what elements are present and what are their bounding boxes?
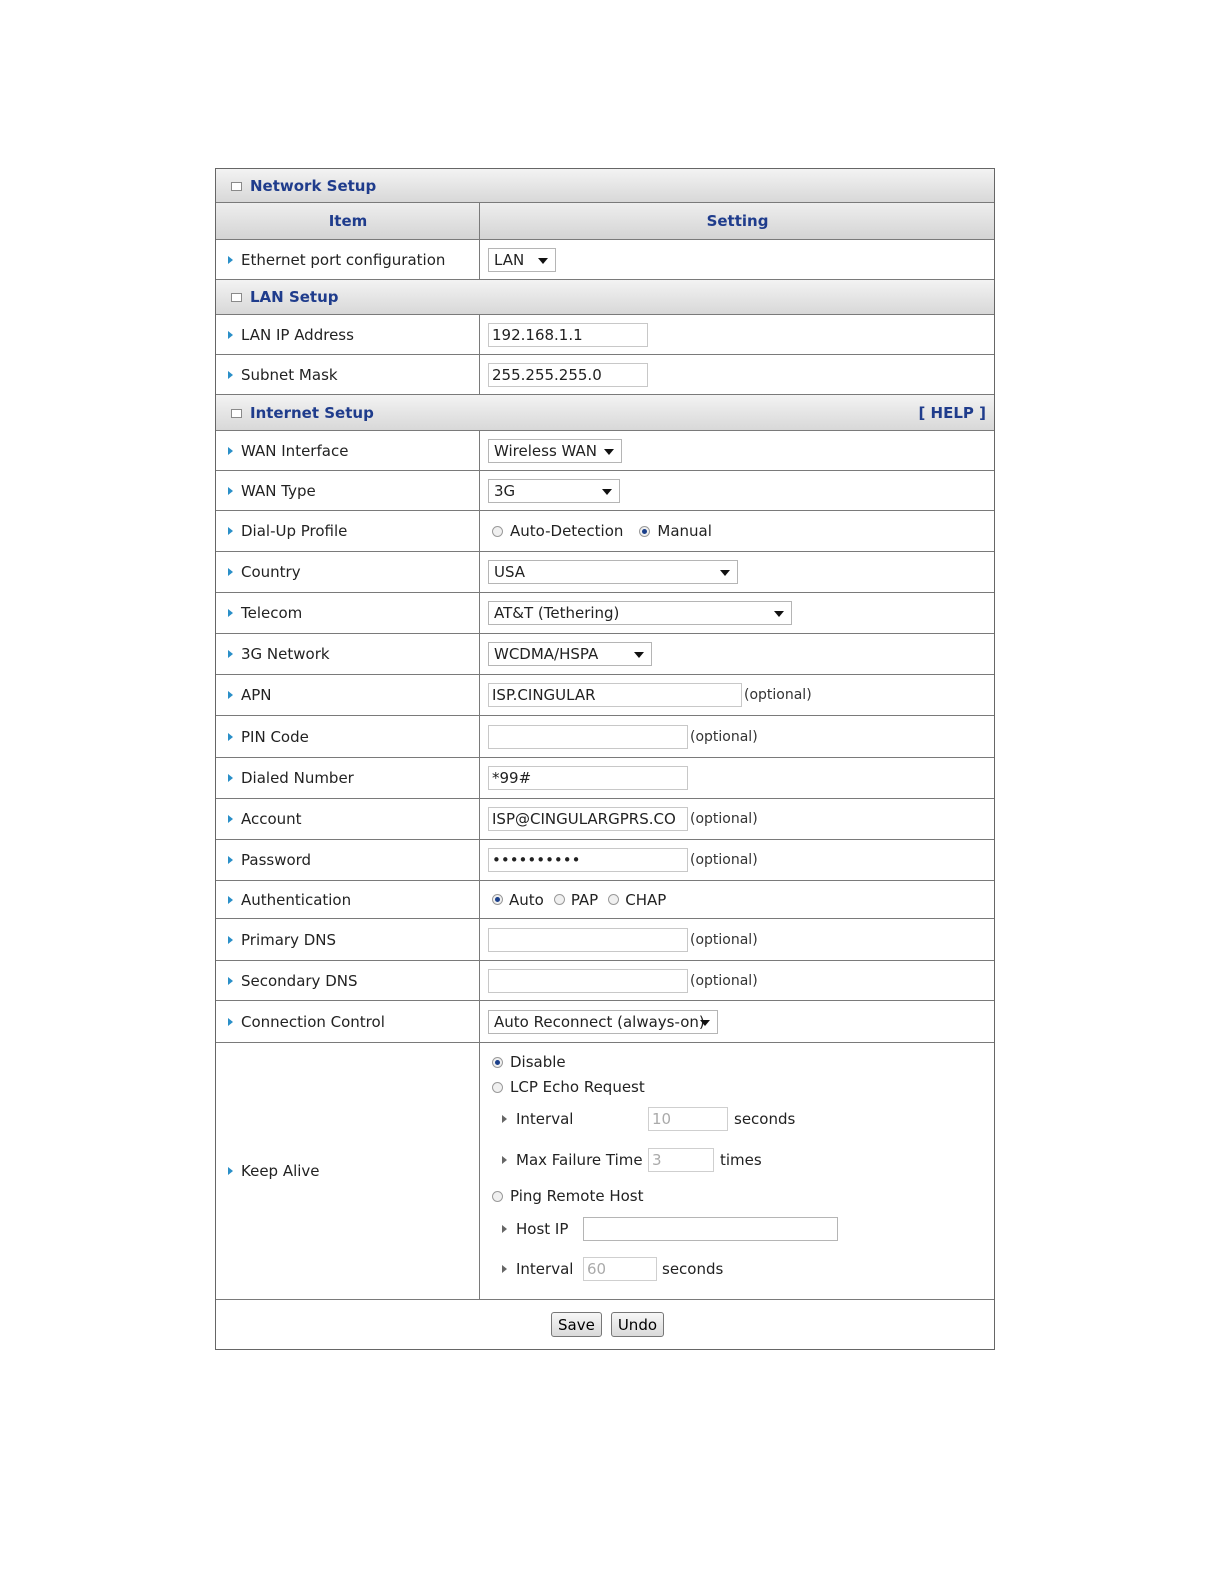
auth-pap-radio[interactable] [554, 894, 565, 905]
country-select[interactable]: USA [488, 560, 738, 584]
auth-chap-radio[interactable] [608, 894, 619, 905]
row-wan-interface [216, 431, 994, 471]
collapse-icon [231, 409, 242, 418]
row-label: Password [241, 851, 312, 869]
bullet-arrow-icon [228, 1018, 233, 1026]
section-network-setup [216, 169, 994, 203]
ethernet-port-select[interactable]: LAN [488, 248, 556, 272]
row-label: Subnet Mask [241, 365, 338, 384]
row-label: 3G Network [241, 645, 330, 663]
apn-input[interactable]: ISP.CINGULAR [488, 683, 742, 707]
dialup-manual-radio[interactable] [639, 526, 650, 537]
dialed-number-input[interactable]: *99# [488, 766, 688, 790]
bullet-arrow-icon [228, 691, 233, 699]
bullet-arrow-icon [228, 609, 233, 617]
bullet-arrow-icon [228, 371, 233, 379]
max-failure-input[interactable]: 3 [648, 1148, 714, 1172]
row-label: Ethernet port configuration [241, 250, 446, 269]
ping-interval-label: Interval [516, 1260, 574, 1278]
bullet-arrow-icon [228, 447, 233, 455]
dialup-auto-radio[interactable] [492, 526, 503, 537]
primary-dns-input[interactable] [488, 928, 688, 952]
radio-label: Disable [510, 1053, 566, 1071]
row-dialed-number [216, 758, 994, 799]
collapse-icon [231, 293, 242, 302]
wan-type-select[interactable]: 3G [488, 479, 620, 503]
section-title: Internet Setup [250, 403, 374, 422]
chevron-down-icon [602, 489, 612, 495]
keep-alive-disable-radio[interactable] [492, 1057, 503, 1068]
bullet-arrow-icon [228, 774, 233, 782]
chevron-down-icon [538, 258, 548, 264]
bullet-arrow-icon [228, 977, 233, 985]
row-ethernet-port [216, 240, 994, 280]
row-subnet-mask [216, 355, 994, 395]
section-internet-setup [216, 395, 994, 431]
row-label: Primary DNS [241, 930, 337, 949]
row-wan-type [216, 471, 994, 511]
bullet-arrow-icon [228, 733, 233, 741]
bullet-arrow-icon [502, 1265, 507, 1273]
chevron-down-icon [774, 611, 784, 617]
bullet-arrow-icon [228, 487, 233, 495]
chevron-down-icon [720, 570, 730, 576]
pin-code-input[interactable] [488, 725, 688, 749]
save-button[interactable]: Save [551, 1312, 602, 1337]
radio-label: Auto [509, 890, 544, 909]
unit-label: seconds [662, 1260, 724, 1278]
row-label: Keep Alive [241, 1162, 320, 1180]
bullet-arrow-icon [228, 650, 233, 658]
password-input[interactable]: •••••••••• [488, 848, 688, 872]
bullet-arrow-icon [228, 1167, 233, 1175]
row-label: APN [241, 686, 272, 704]
column-item-header: Item [328, 212, 368, 230]
row-label: LAN IP Address [241, 325, 354, 344]
row-password [216, 840, 994, 881]
bullet-arrow-icon [502, 1115, 507, 1123]
row-apn [216, 675, 994, 716]
row-keep-alive [216, 1043, 994, 1300]
auth-auto-radio[interactable] [492, 894, 503, 905]
bullet-arrow-icon [228, 856, 233, 864]
lan-ip-input[interactable]: 192.168.1.1 [488, 323, 648, 347]
radio-label: CHAP [625, 890, 667, 909]
chevron-down-icon [634, 652, 644, 658]
unit-label: times [720, 1151, 762, 1169]
radio-label: LCP Echo Request [510, 1078, 645, 1096]
table-header [216, 203, 994, 240]
optional-hint: (optional) [744, 687, 812, 703]
optional-hint: (optional) [690, 811, 758, 827]
telecom-select[interactable]: AT&T (Tethering) [488, 601, 792, 625]
radio-label: Manual [657, 522, 712, 540]
row-pin-code [216, 716, 994, 758]
keep-alive-options [488, 1043, 994, 1299]
row-authentication [216, 881, 994, 919]
row-label: Connection Control [241, 1012, 385, 1031]
row-primary-dns [216, 919, 994, 961]
collapse-icon [231, 182, 242, 191]
host-ip-input[interactable] [583, 1217, 838, 1241]
help-link[interactable]: [ HELP ] [918, 403, 986, 422]
row-label: Dial-Up Profile [241, 522, 348, 540]
3g-network-select[interactable]: WCDMA/HSPA [488, 642, 652, 666]
row-label: Country [241, 563, 301, 581]
row-label: Authentication [241, 890, 352, 909]
radio-label: Ping Remote Host [510, 1187, 644, 1205]
section-lan-setup [216, 280, 994, 315]
bullet-arrow-icon [228, 568, 233, 576]
lcp-interval-label: Interval [516, 1110, 574, 1128]
ping-interval-input[interactable]: 60 [583, 1257, 657, 1281]
secondary-dns-input[interactable] [488, 969, 688, 993]
row-3g-network [216, 634, 994, 675]
section-title: LAN Setup [250, 288, 339, 306]
host-ip-label: Host IP [516, 1220, 569, 1238]
keep-alive-ping-radio[interactable] [492, 1191, 503, 1202]
max-failure-label: Max Failure Time [516, 1151, 643, 1169]
bullet-arrow-icon [228, 527, 233, 535]
account-input[interactable]: ISP@CINGULARGPRS.CO [488, 807, 688, 831]
row-lan-ip [216, 315, 994, 355]
column-setting-header: Setting [706, 212, 769, 230]
row-label: WAN Interface [241, 441, 349, 460]
chevron-down-icon [604, 449, 614, 455]
bullet-arrow-icon [228, 815, 233, 823]
bullet-arrow-icon [228, 256, 233, 264]
radio-label: Auto-Detection [510, 522, 624, 540]
connection-control-select[interactable]: Auto Reconnect (always-on) [488, 1010, 718, 1034]
lcp-interval-input[interactable]: 10 [648, 1107, 728, 1131]
section-title: Network Setup [250, 176, 377, 195]
row-country [216, 552, 994, 593]
optional-hint: (optional) [690, 931, 758, 948]
keep-alive-lcp-radio[interactable] [492, 1082, 503, 1093]
optional-hint: (optional) [690, 972, 758, 989]
row-telecom [216, 593, 994, 634]
bullet-arrow-icon [228, 936, 233, 944]
row-label: Account [241, 810, 302, 828]
row-account [216, 799, 994, 840]
wan-interface-select[interactable]: Wireless WAN [488, 439, 622, 463]
button-bar [216, 1300, 994, 1349]
row-label: Secondary DNS [241, 971, 358, 990]
row-label: PIN Code [241, 727, 309, 746]
row-label: Dialed Number [241, 769, 354, 787]
optional-hint: (optional) [690, 852, 758, 868]
bullet-arrow-icon [502, 1225, 507, 1233]
row-label: WAN Type [241, 481, 316, 500]
bullet-arrow-icon [502, 1156, 507, 1164]
row-label: Telecom [241, 604, 303, 622]
chevron-down-icon [700, 1020, 710, 1026]
radio-label: PAP [570, 890, 599, 909]
unit-label: seconds [734, 1110, 796, 1128]
network-setup-panel [215, 168, 995, 1350]
row-connection-control [216, 1001, 994, 1043]
bullet-arrow-icon [228, 331, 233, 339]
row-secondary-dns [216, 961, 994, 1001]
bullet-arrow-icon [228, 896, 233, 904]
subnet-mask-input[interactable]: 255.255.255.0 [488, 363, 648, 387]
row-dialup-profile [216, 511, 994, 552]
undo-button[interactable]: Undo [611, 1312, 664, 1337]
optional-hint: (optional) [690, 728, 758, 745]
